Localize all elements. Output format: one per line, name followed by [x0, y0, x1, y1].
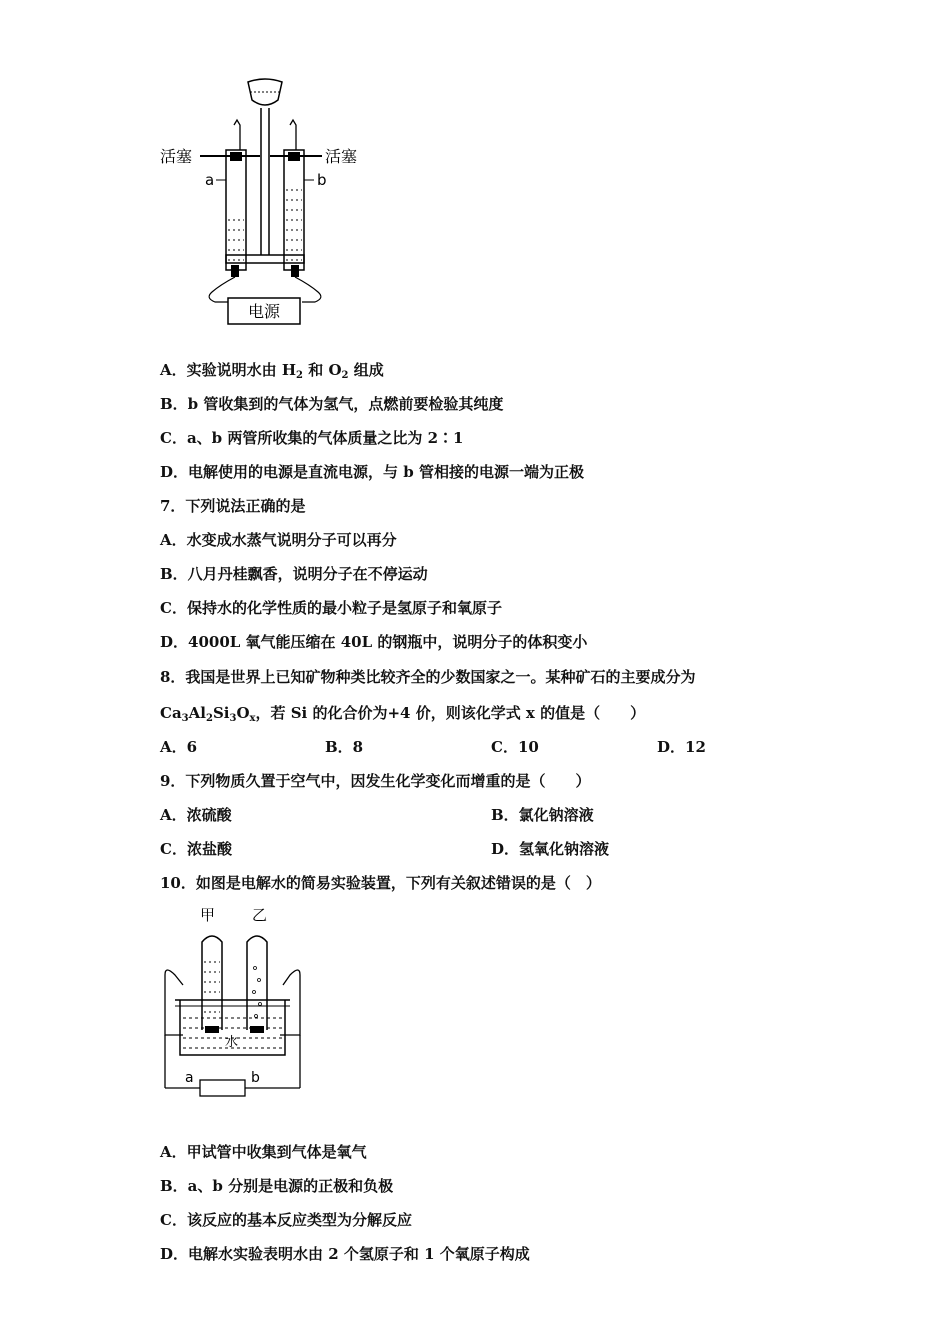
power-supply-label: 电源 [247, 302, 281, 321]
tube-a-label: a [205, 171, 215, 189]
q8-stem: 8．我国是世界上已知矿物种类比较齐全的少数国家之一。某种矿石的主要成分为 [160, 668, 696, 686]
q9-option-b: B．氯化钠溶液 [491, 806, 594, 824]
q10-option-c: C．该反应的基本反应类型为分解反应 [160, 1211, 412, 1229]
tube-yi-label: 乙 [252, 906, 268, 924]
q9-option-d: D．氢氧化钠溶液 [491, 840, 610, 858]
q8-option-b: B．8 [325, 738, 364, 756]
stopcock-label-right: 活塞 [325, 147, 358, 166]
q10-option-d: D．电解水实验表明水由 2 个氢原子和 1 个氧原子构成 [160, 1245, 530, 1263]
q9-option-c: C．浓盐酸 [160, 840, 232, 858]
q10-option-b: B．a、b 分别是电源的正极和负极 [160, 1177, 394, 1195]
q6-option-b: B．b 管收集到的气体为氢气，点燃前要检验其纯度 [160, 395, 504, 413]
q8-stem-formula: $Ca_3Al_2Si_3O_x$，若 Si 的化合价为+4 价，则该化学式 x 的值是（ ） [160, 704, 646, 724]
q7-option-d: D．4000L 氧气能压缩在 40L 的钢瓶中，说明分子的体积变小 [160, 633, 588, 651]
q10-option-a: A．甲试管中收集到气体是氧气 [160, 1143, 367, 1161]
stopcock-label-left: 活塞 [160, 147, 193, 166]
figure-simple-electrolysis [155, 900, 315, 1105]
q6-option-a: A．实验说明水由 $H_2$ 和 $O_2$ 组成 [160, 361, 384, 381]
tube-b-label: b [317, 171, 327, 189]
q8-option-d: D．12 [657, 738, 706, 756]
q6-option-d: D．电解使用的电源是直流电源，与 b 管相接的电源一端为正极 [160, 463, 584, 481]
q8-option-c: C．10 [491, 738, 539, 756]
terminal-a-label: a [185, 1070, 194, 1086]
q9-option-a: A．浓硫酸 [160, 806, 232, 824]
tube-jia-label: 甲 [200, 906, 216, 924]
terminal-b-label: b [251, 1070, 260, 1086]
q7-stem: 7．下列说法正确的是 [160, 497, 306, 515]
q7-option-c: C．保持水的化学性质的最小粒子是氢原子和氧原子 [160, 599, 502, 617]
water-label: 水 [225, 1035, 239, 1050]
q9-stem: 9．下列物质久置于空气中，因发生化学变化而增重的是（ ） [160, 772, 591, 790]
q10-stem: 10．如图是电解水的简易实验装置，下列有关叙述错误的是（ ） [160, 874, 601, 892]
q8-option-a: A．6 [160, 738, 198, 756]
q7-option-a: A．水变成水蒸气说明分子可以再分 [160, 531, 397, 549]
q6-option-c: C．a、b 两管所收集的气体质量之比为 2∶1 [160, 429, 464, 447]
q7-option-b: B．八月丹桂飘香，说明分子在不停运动 [160, 565, 428, 583]
figure-hofmann-apparatus [150, 70, 370, 335]
